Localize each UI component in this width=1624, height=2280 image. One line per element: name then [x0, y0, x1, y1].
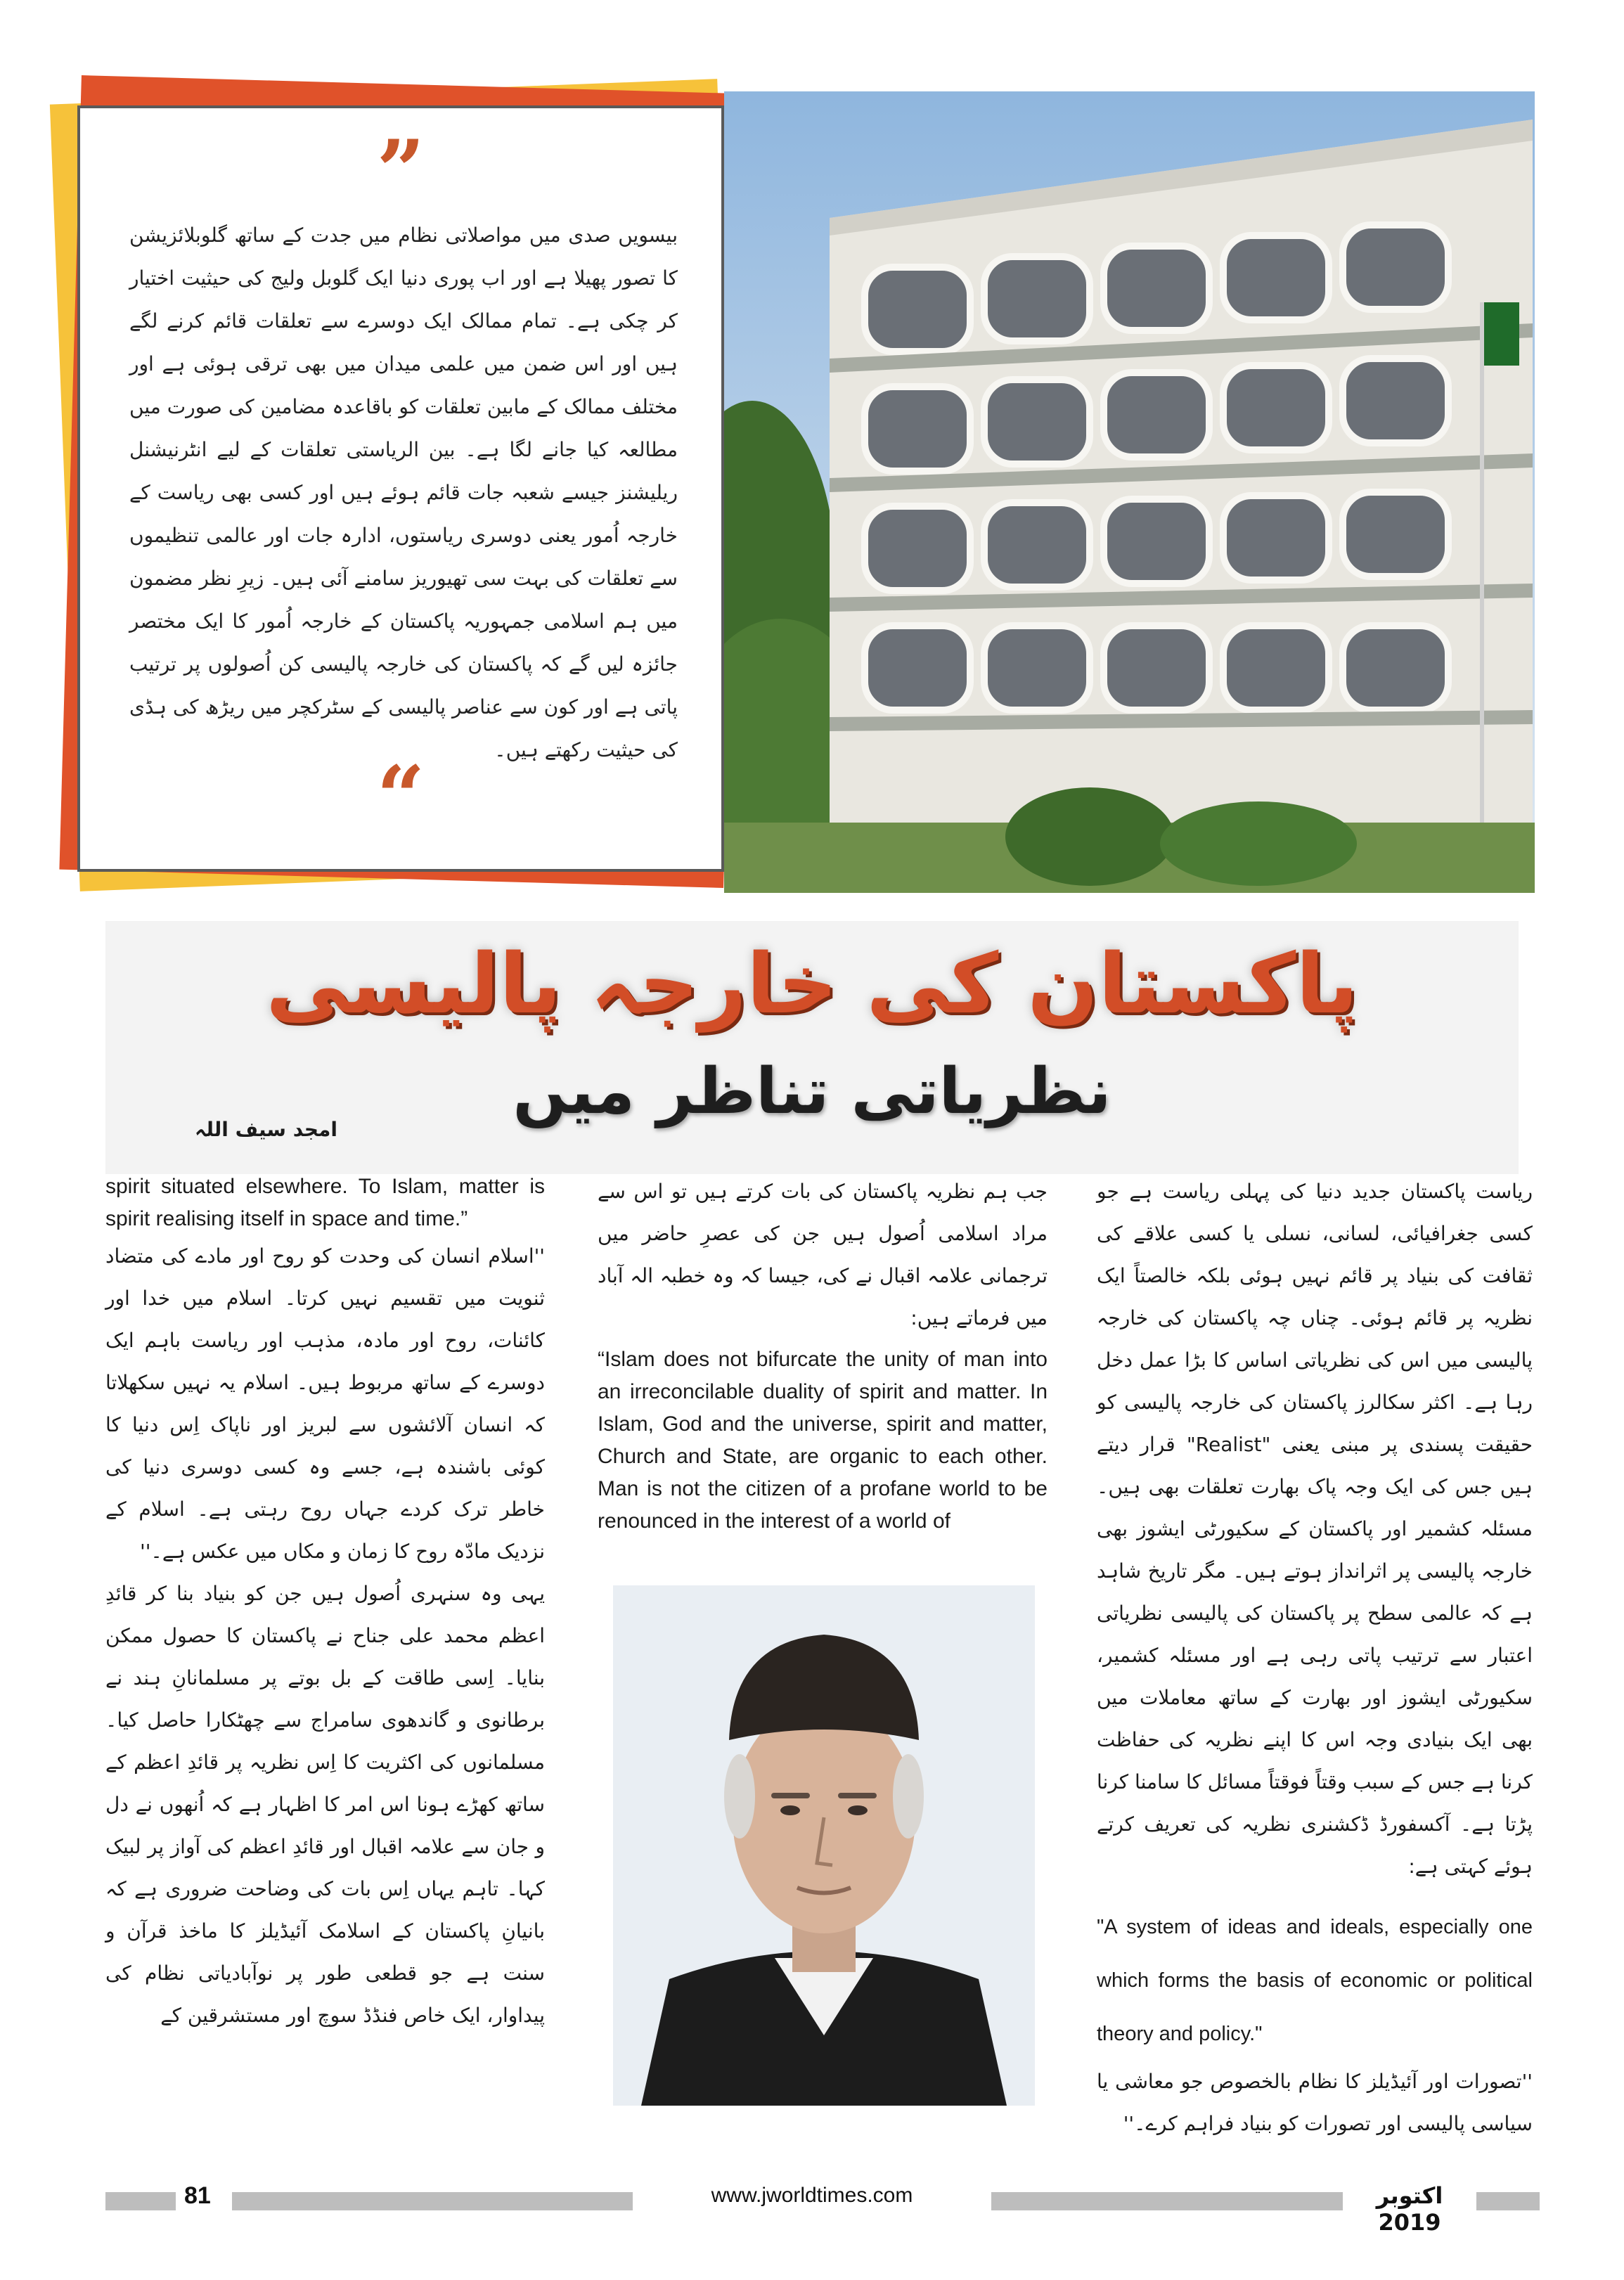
author-name: امجد سیف اللہ	[194, 1118, 337, 1141]
column-right	[1097, 1171, 1533, 2145]
article-title: پاکستان کی خارجہ پالیسی	[266, 935, 1358, 1032]
page-number: 81	[184, 2182, 211, 2209]
issue-date: اکتوبر 2019	[1376, 2182, 1443, 2236]
jinnah-portrait	[613, 1585, 1035, 2106]
iqbal-quote: “Islam does not bifurcate the unity of man into an irreconcilable duality of spirit and matter. In Islam, God and the universe, spirit and matter, Church and State, are organic to each other. Man is not the citizen of a profane world to be renounced in the interest of a world of	[598, 1348, 1048, 1533]
footer-bar-right	[1476, 2192, 1540, 2210]
website-url: www.jworldtimes.com	[711, 2184, 913, 2207]
foreign-office-building-photo	[724, 91, 1535, 893]
iqbal-quote-urdu-translation: ''اسلام انسان کی وحدت کو روح اور مادے کی متضاد ثنویت میں تقسیم نہیں کرتا۔ اسلام میں خدا اور کائنات، روح اور مادہ، مذہب اور ریاست باہم ایک دوسرے کے ساتھ مربوط ہیں۔ اسلام یہ نہیں سکھلاتا کہ انسان آلائشوں سے لبریز اور ناپاک اِس دنیا کا کوئی باشندہ ہے، جسے وہ کسی دوسری دنیا کی خاطر ترک کردے جہاں روح رہتی ہے۔ اسلام کے نزدیک مادّہ روح کا زمان و مکاں میں عکس ہے۔''	[105, 1244, 545, 1563]
close-quote-icon: “	[376, 747, 425, 846]
left-urdu-paragraph: یہی وہ سنہری اُصول ہیں جن کو بنیاد بنا کر قائدِ اعظم محمد علی جناح نے پاکستان کا حصول ممکن بنایا۔ اِسی طاقت کے بل بوتے پر مسلمانانِ ہند نے برطانوی و گاندھوی سامراج سے چھٹکارا حاصل کیا۔ مسلمانوں کی اکثریت کا اِس نظریہ پر قائدِ اعظم کے ساتھ کھڑے ہونا اس امر کا اظہار ہے کہ اُنھوں نے دل و جان سے علامہ اقبال اور قائدِ اعظم کی آواز پر لبیک کہا۔ تاہم یہاں اِس بات کی وضاحت ضروری ہے کہ بانیانِ پاکستان کے اسلامک آئیڈیلز کا ماخذ قرآن و سنت ہے جو قطعی طور پر نوآبادیاتی نظام کی پیداوار، ایک خاص فنڈڈ سوچ اور مستشرقین کے	[105, 1582, 545, 2027]
footer-bar-mid-right	[991, 2192, 1343, 2210]
footer-bar-left	[105, 2192, 176, 2210]
pull-quote-card	[77, 105, 724, 872]
column-left	[105, 1171, 545, 2037]
open-quote-icon: ”	[376, 122, 425, 221]
right-urdu-translation: ''تصورات اور آئیڈیلز کا نظام بالخصوص جو معاشی یا سیاسی پالیسی اور تصورات کو بنیاد فراہم کرے۔''	[1097, 2070, 1533, 2135]
pull-quote-text: بیسویں صدی میں مواصلاتی نظام میں جدت کے ساتھ گلوبلائزیشن کا تصور پھیلا ہے اور اب پوری دنیا ایک گلوبل ولیج کی حیثیت اختیار کر چکی ہے۔ تمام ممالک ایک دوسرے سے تعلقات قائم کرنے لگے ہیں اور اس ضمن میں علمی میدان میں بھی ترقی ہوئی ہے اور مختلف ممالک کے مابین تعلقات کو باقاعدہ مضامین کی صورت میں مطالعہ کیا جانے لگا ہے۔ بین الریاستی تعلقات کے لیے انٹرنیشنل ریلیشنز جیسے شعبہ جات قائم ہوئے ہیں اور کسی بھی ریاست کے خارجہ اُمور یعنی دوسری ریاستوں، ادارہ جات اور عالمی تنظیموں سے تعلقات کی بہت سی تھیوریز سامنے آئی ہیں۔ زیرِ نظر مضمون میں ہم اسلامی جمہوریہ پاکستان کے خارجہ اُمور کا ایک مختصر جائزہ لیں گے کہ پاکستان کی خارجہ پالیسی کن اُصولوں پر ترتیب پاتی ہے اور کون سے عناصر پالیسی کے سٹرکچر میں ریڑھ کی ہڈی کی حیثیت رکھتے ہیں۔	[129, 224, 678, 761]
column-middle	[598, 1171, 1048, 1538]
article-subtitle: نظریاتی تناظر میں	[513, 1055, 1111, 1128]
middle-urdu-paragraph: جب ہم نظریہ پاکستان کی بات کرتے ہیں تو اس سے مراد اسلامی اُصول ہیں جن کی عصرِ حاضر میں ترجمانی علامہ اقبال نے کی، جیسا کہ وہ خطبہ الہ آباد میں فرماتے ہیں:	[598, 1180, 1048, 1329]
iqbal-quote-continued: spirit situated elsewhere. To Islam, matter is spirit realising itself in space and time.”	[105, 1175, 545, 1230]
right-urdu-paragraph: ریاست پاکستان جدید دنیا کی پہلی ریاست ہے جو کسی جغرافیائی، لسانی، نسلی یا کسی علاقے کی ثقافت کی بنیاد پر قائم نہیں ہوئی بلکہ خالصتاً ایک نظریہ پر قائم ہوئی۔ چناں چہ پاکستان کی خارجہ پالیسی میں اس کی نظریاتی اساس کا بڑا عمل دخل رہا ہے۔ اکثر سکالرز پاکستان کی خارجہ پالیسی کو حقیقت پسندی پر مبنی یعنی "Realist" قرار دیتے ہیں جس کی ایک وجہ پاک بھارت تعلقات بھی ہیں۔ مسئلہ کشمیر اور پاکستان کے سکیورٹی ایشوز بھی خارجہ پالیسی پر اثرانداز ہوتے ہیں۔ مگر تاریخ شاہد ہے کہ عالمی سطح پر پاکستان کی پالیسی نظریاتی اعتبار سے ترتیب پاتی رہی ہے اور مسئلہ کشمیر، سکیورٹی ایشوز اور بھارت کے ساتھ معاملات میں بھی ایک بنیادی وجہ اس کا اپنے نظریہ کی حفاظت کرنا ہے جس کے سبب وقتاً فوقتاً مسائل کا سامنا کرنا پڑتا ہے۔ آکسفورڈ ڈکشنری نظریہ کی تعریف کرتے ہوئے کہتی ہے:	[1097, 1180, 1533, 1878]
oxford-definition-quote: "A system of ideas and ideals, especially one which forms the basis of economic or political theory and policy."	[1097, 1916, 1533, 2045]
footer-bar-mid-left	[232, 2192, 633, 2210]
